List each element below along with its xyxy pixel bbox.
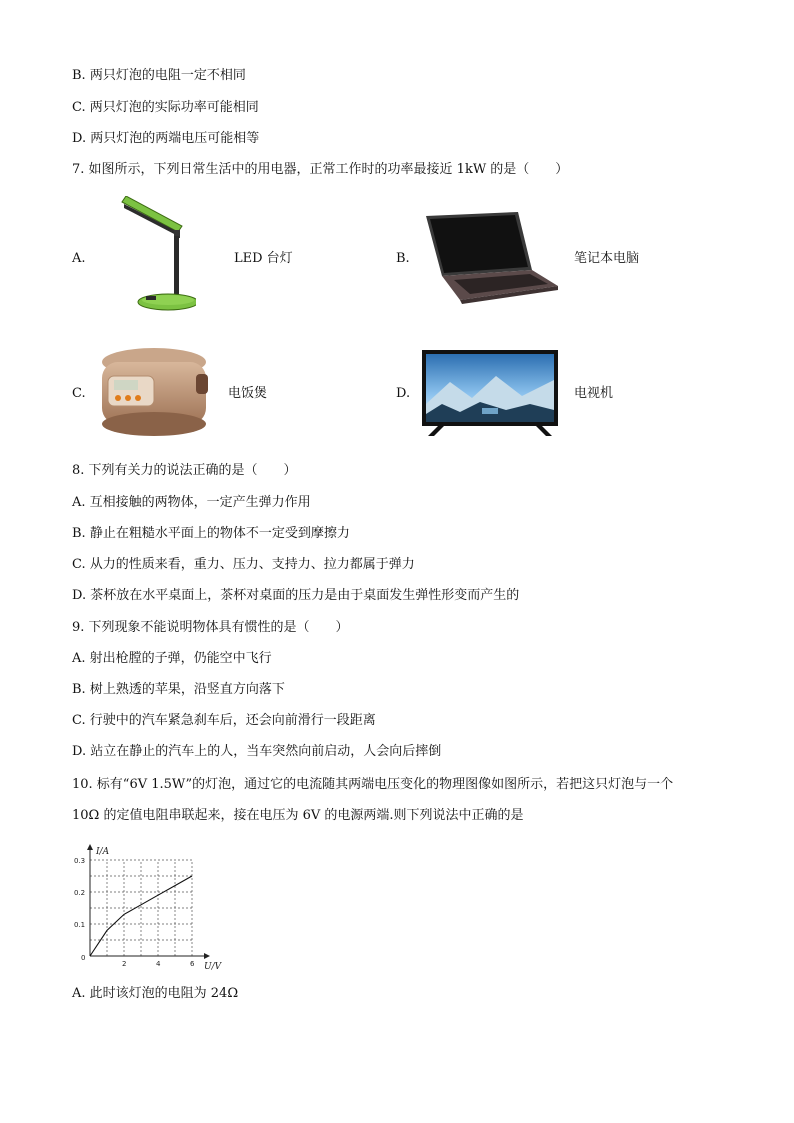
q8-stem: 8. 下列有关力的说法正确的是（ ）	[72, 463, 297, 478]
q10-stem-line2: 10Ω 的定值电阻串联起来，接在电压为 6V 的电源两端.则下列说法中正确的是	[72, 808, 524, 823]
q7-option-c-label: 电饭煲	[228, 386, 268, 401]
q8-option-d: D. 茶杯放在水平桌面上，茶杯对桌面的压力是由于桌面发生弹性形变而产生的	[72, 588, 520, 603]
q7-option-a-label: LED 台灯	[234, 251, 293, 266]
q7-option-d-letter: D.	[396, 386, 411, 401]
led-lamp-image	[116, 196, 196, 318]
q7-option-b-letter: B.	[396, 251, 410, 266]
q10-option-a: A. 此时该灯泡的电阻为 24Ω	[72, 986, 239, 1001]
y-axis-arrow	[87, 844, 93, 850]
q7-option-b-label: 笔记本电脑	[574, 251, 640, 266]
q7-option-a-letter: A.	[72, 251, 86, 266]
q9-option-c: C. 行驶中的汽车紧急刹车后，还会向前滑行一段距离	[72, 713, 376, 728]
x-axis-label: U/V	[204, 962, 222, 970]
q8-option-b: B. 静止在粗糙水平面上的物体不一定受到摩擦力	[72, 526, 350, 541]
q6-option-d: D. 两只灯泡的两端电压可能相等	[72, 131, 260, 146]
rice-cooker-image	[92, 344, 216, 440]
x-tick-label: 4	[156, 960, 161, 968]
y-tick-label: 0.3	[74, 857, 86, 865]
y-axis-label: I/A	[96, 847, 110, 857]
x-axis-arrow	[204, 953, 210, 959]
current-voltage-chart	[70, 838, 230, 970]
q9-option-a: A. 射出枪膛的子弹，仍能空中飞行	[72, 651, 272, 666]
y-tick-label: 0.2	[74, 889, 86, 897]
x-tick-label: 6	[190, 960, 195, 968]
q7-option-d-label: 电视机	[574, 386, 614, 401]
q9-stem: 9. 下列现象不能说明物体具有惯性的是（ ）	[72, 620, 349, 635]
q7-option-c-letter: C.	[72, 386, 86, 401]
q9-option-d: D. 站立在静止的汽车上的人，当车突然向前启动，人会向后摔倒	[72, 744, 442, 759]
q8-option-c: C. 从力的性质来看，重力、压力、支持力、拉力都属于弹力	[72, 557, 415, 572]
q6-option-c: C. 两只灯泡的实际功率可能相同	[72, 100, 259, 115]
q8-option-a: A. 互相接触的两物体，一定产生弹力作用	[72, 495, 311, 510]
x-tick-label: 2	[122, 960, 127, 968]
q10-stem-line1: 10. 标有“6V 1.5W”的灯泡，通过它的电流随其两端电压变化的物理图像如图所示，若把这只灯泡与一个	[72, 777, 674, 792]
laptop-image	[420, 208, 560, 304]
q6-option-b: B. 两只灯泡的电阻一定不相同	[72, 68, 246, 83]
q9-option-b: B. 树上熟透的苹果，沿竖直方向落下	[72, 682, 285, 697]
tv-image	[420, 348, 560, 438]
q7-stem: 7. 如图所示，下列日常生活中的用电器，正常工作时的功率最接近 1kW 的是（ ）	[72, 162, 569, 177]
y-tick-label: 0.1	[74, 921, 86, 929]
origin-label: 0	[81, 954, 86, 962]
